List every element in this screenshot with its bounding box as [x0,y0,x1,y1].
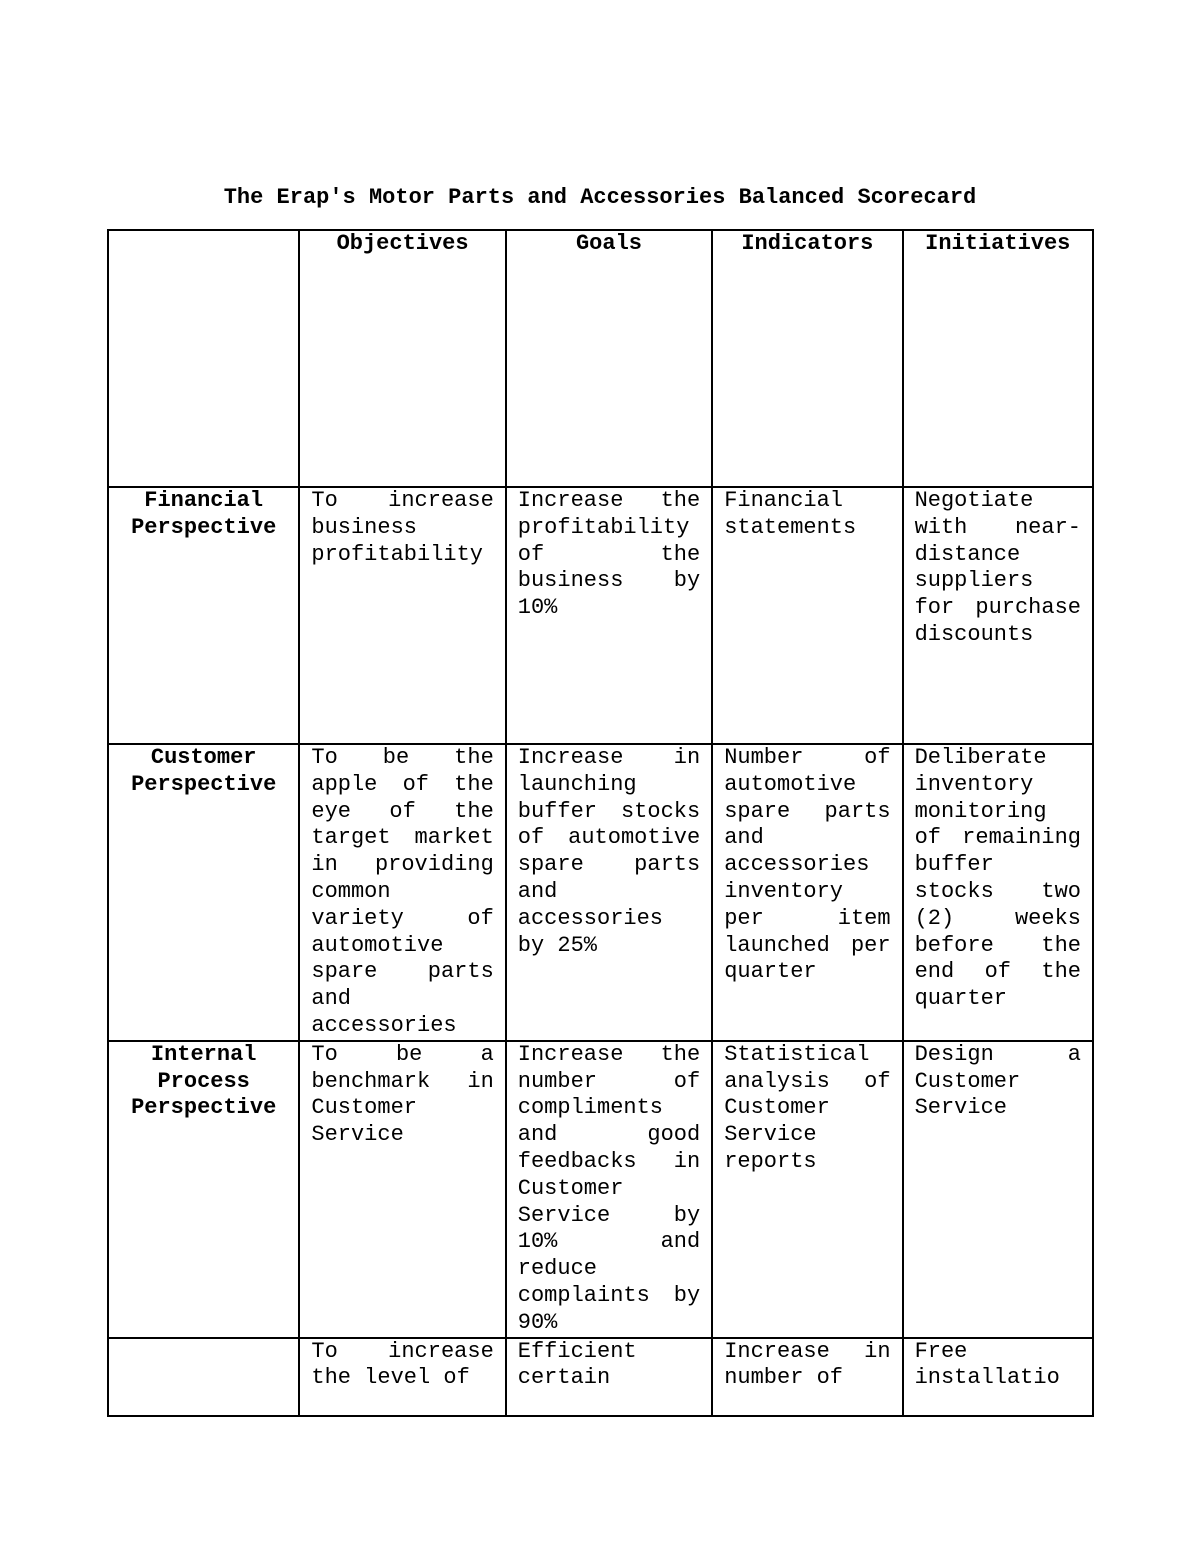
goal-cell: Increase the number of compliments and good feedbacks in Customer Service by 10% and reduce complaints by 90% [506,1041,712,1338]
initiative-cell: Design a Customer Service [903,1041,1093,1338]
objective-cell: To increase business profitability [299,487,505,744]
header-row [108,230,1093,487]
document-title: The Erap's Motor Parts and Accessories Balanced Scorecard [223,185,977,210]
goal-cell: Increase in launching buffer stocks of automotive spare parts and accessories by 25% [506,744,712,1041]
header-initiatives: Initiatives [903,230,1093,487]
indicator-cell: Number of automotive spare parts and accessories inventory per item launched per quarter [712,744,902,1041]
initiative-cell: Deliberate inventory monitoring of remaining buffer stocks two (2) weeks before the end of the quarter [903,744,1093,1041]
objective-cell: To be the apple of the eye of the target market in providing common variety of automotive spare parts and accessories [299,744,505,1041]
perspective-internal-process: Internal Process Perspective [108,1041,299,1338]
indicator-cell: Statistical analysis of Customer Service reports [712,1041,902,1338]
initiative-cell: Negotiate with near-distance suppliers for purchase discounts [903,487,1093,744]
header-perspective [108,230,299,487]
goal-cell: Increase the profitability of the business by 10% [506,487,712,744]
objective-cell: To be a benchmark in Customer Service [299,1041,505,1338]
table-row [108,1338,1093,1416]
table-row [108,744,1093,1041]
perspective-customer: Customer Perspective [108,744,299,1041]
indicator-cell: Increase in number of [712,1338,902,1416]
header-objectives: Objectives [299,230,505,487]
perspective-financial: Financial Perspective [108,487,299,744]
table-row [108,1041,1093,1338]
perspective-cell [108,1338,299,1416]
table-row [108,487,1093,744]
objective-cell: To increase the level of [299,1338,505,1416]
header-indicators: Indicators [712,230,902,487]
goal-cell: Efficient certain [506,1338,712,1416]
initiative-cell: Free installatio [903,1338,1093,1416]
header-goals: Goals [506,230,712,487]
balanced-scorecard-table [107,229,1094,1417]
indicator-cell: Financial statements [712,487,902,744]
